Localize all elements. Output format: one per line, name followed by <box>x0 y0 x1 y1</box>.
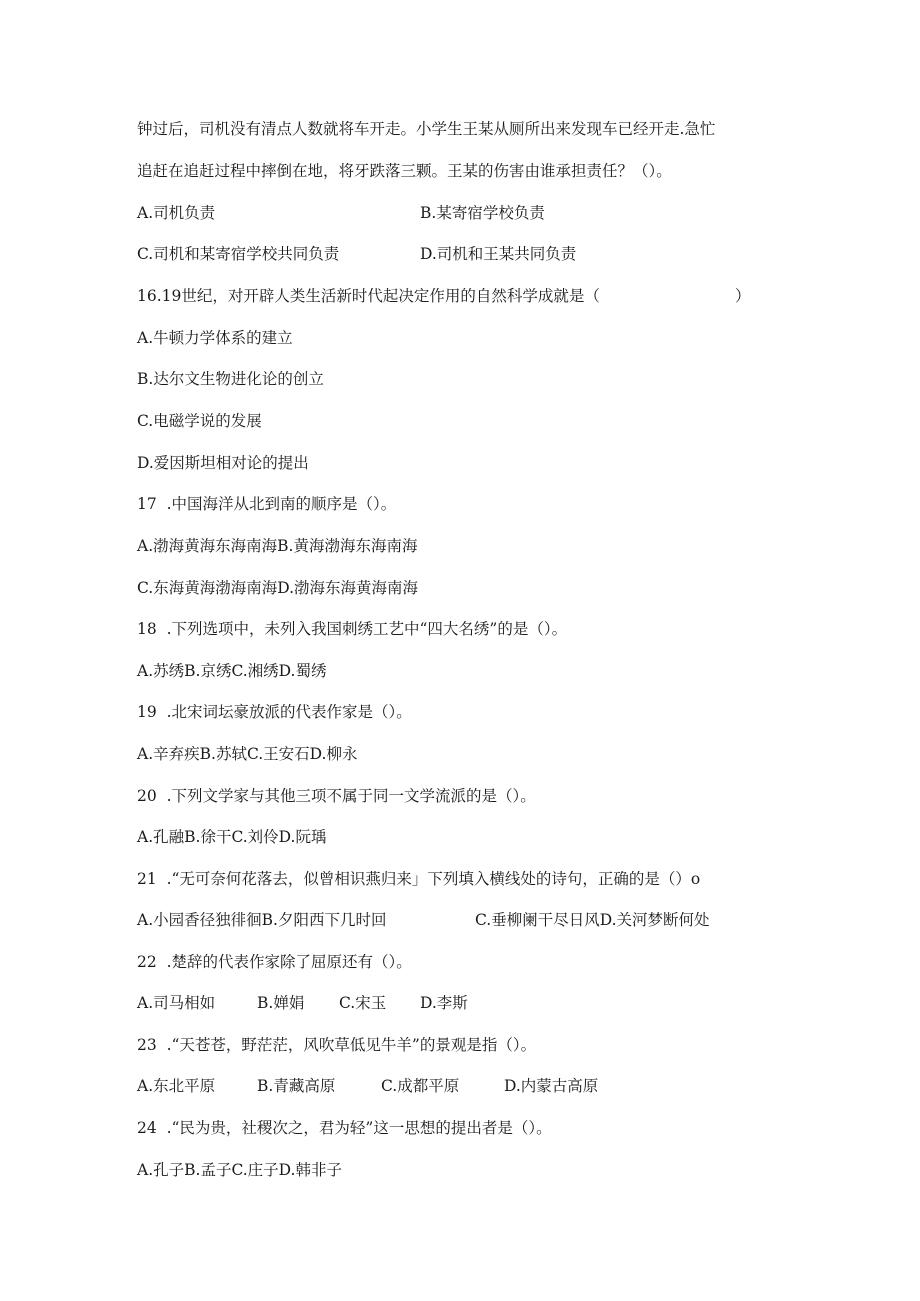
q16-option-b: B.达尔文生物进化论的创立 <box>137 370 324 388</box>
q18-options: A.苏绣B.京绣C.湘绣D.蜀绣 <box>137 662 327 680</box>
q15-option-d: D.司机和王某共同负责 <box>420 245 577 263</box>
q21-stem: 21 .“无可奈何花落去，似曾相识燕归来」下列填入横线处的诗句，正确的是（）o <box>137 870 701 888</box>
q21-options-cd: C.垂柳阑干尽日风D.关河梦断何处 <box>475 911 710 929</box>
q22-option-c: C.宋玉 <box>339 994 387 1012</box>
q20-options: A.孔融B.徐干C.刘伶D.阮瑀 <box>137 828 327 846</box>
q20-stem: 20 .下列文学家与其他三项不属于同一文学流派的是（）。 <box>137 787 536 805</box>
q22-option-d: D.李斯 <box>420 994 468 1012</box>
q19-stem: 19 .北宋词坛豪放派的代表作家是（）。 <box>137 703 412 721</box>
q17-stem: 17 .中国海洋从北到南的顺序是（）。 <box>137 495 397 513</box>
q17-options-ab: A.渤海黄海东海南海B.黄海渤海东海南海 <box>137 537 418 555</box>
q17-options-cd: C.东海黄海渤海南海D.渤海东海黄海南海 <box>137 579 419 597</box>
q22-option-a: A.司马相如 <box>137 994 216 1012</box>
q16-option-a: A.牛顿力学体系的建立 <box>137 329 293 347</box>
q16-stem-close: ） <box>735 287 751 305</box>
q18-stem: 18 .下列选项中，未列入我国刺绣工艺中“四大名绣”的是（）。 <box>137 620 568 638</box>
q23-option-c: C.成都平原 <box>381 1077 460 1095</box>
q21-options-ab: A.小园香径独徘徊B.夕阳西下几时回 <box>137 911 387 929</box>
q15-option-b: B.某寄宿学校负责 <box>420 204 545 222</box>
q16-stem: 16.19世纪，对开辟人类生活新时代起决定作用的自然科学成就是（ <box>137 287 600 305</box>
q22-option-b: B.婵娟 <box>257 994 305 1012</box>
q24-options: A.孔子B.孟子C.庄子D.韩非子 <box>137 1161 342 1179</box>
q23-stem: 23 .“天苍苍，野茫茫，风吹草低见牛羊”的景观是指（）。 <box>137 1036 537 1054</box>
q16-option-d: D.爱因斯坦相对论的提出 <box>137 454 309 472</box>
q16-option-c: C.电磁学说的发展 <box>137 412 262 430</box>
q23-option-a: A.东北平原 <box>137 1077 216 1095</box>
q23-option-b: B.青藏高原 <box>257 1077 336 1095</box>
q15-option-a: A.司机负责 <box>137 204 216 222</box>
q15-stem-line-1: 钟过后，司机没有清点人数就将车开走。小学生王某从厕所出来发现车已经开走.急忙 <box>137 120 716 138</box>
q23-option-d: D.内蒙古高原 <box>504 1077 599 1095</box>
q24-stem: 24 .“民为贵，社稷次之，君为轻”这一思想的提出者是（）。 <box>137 1119 552 1137</box>
q15-stem-line-2: 追赶在追赶过程中摔倒在地，将牙跌落三颗。王某的伤害由谁承担责任？（）。 <box>137 162 672 180</box>
q19-options: A.辛弃疾B.苏轼C.王安石D.柳永 <box>137 745 358 763</box>
q15-option-c: C.司机和某寄宿学校共同负责 <box>137 245 340 263</box>
q22-stem: 22 .楚辞的代表作家除了屈原还有（）。 <box>137 953 412 971</box>
